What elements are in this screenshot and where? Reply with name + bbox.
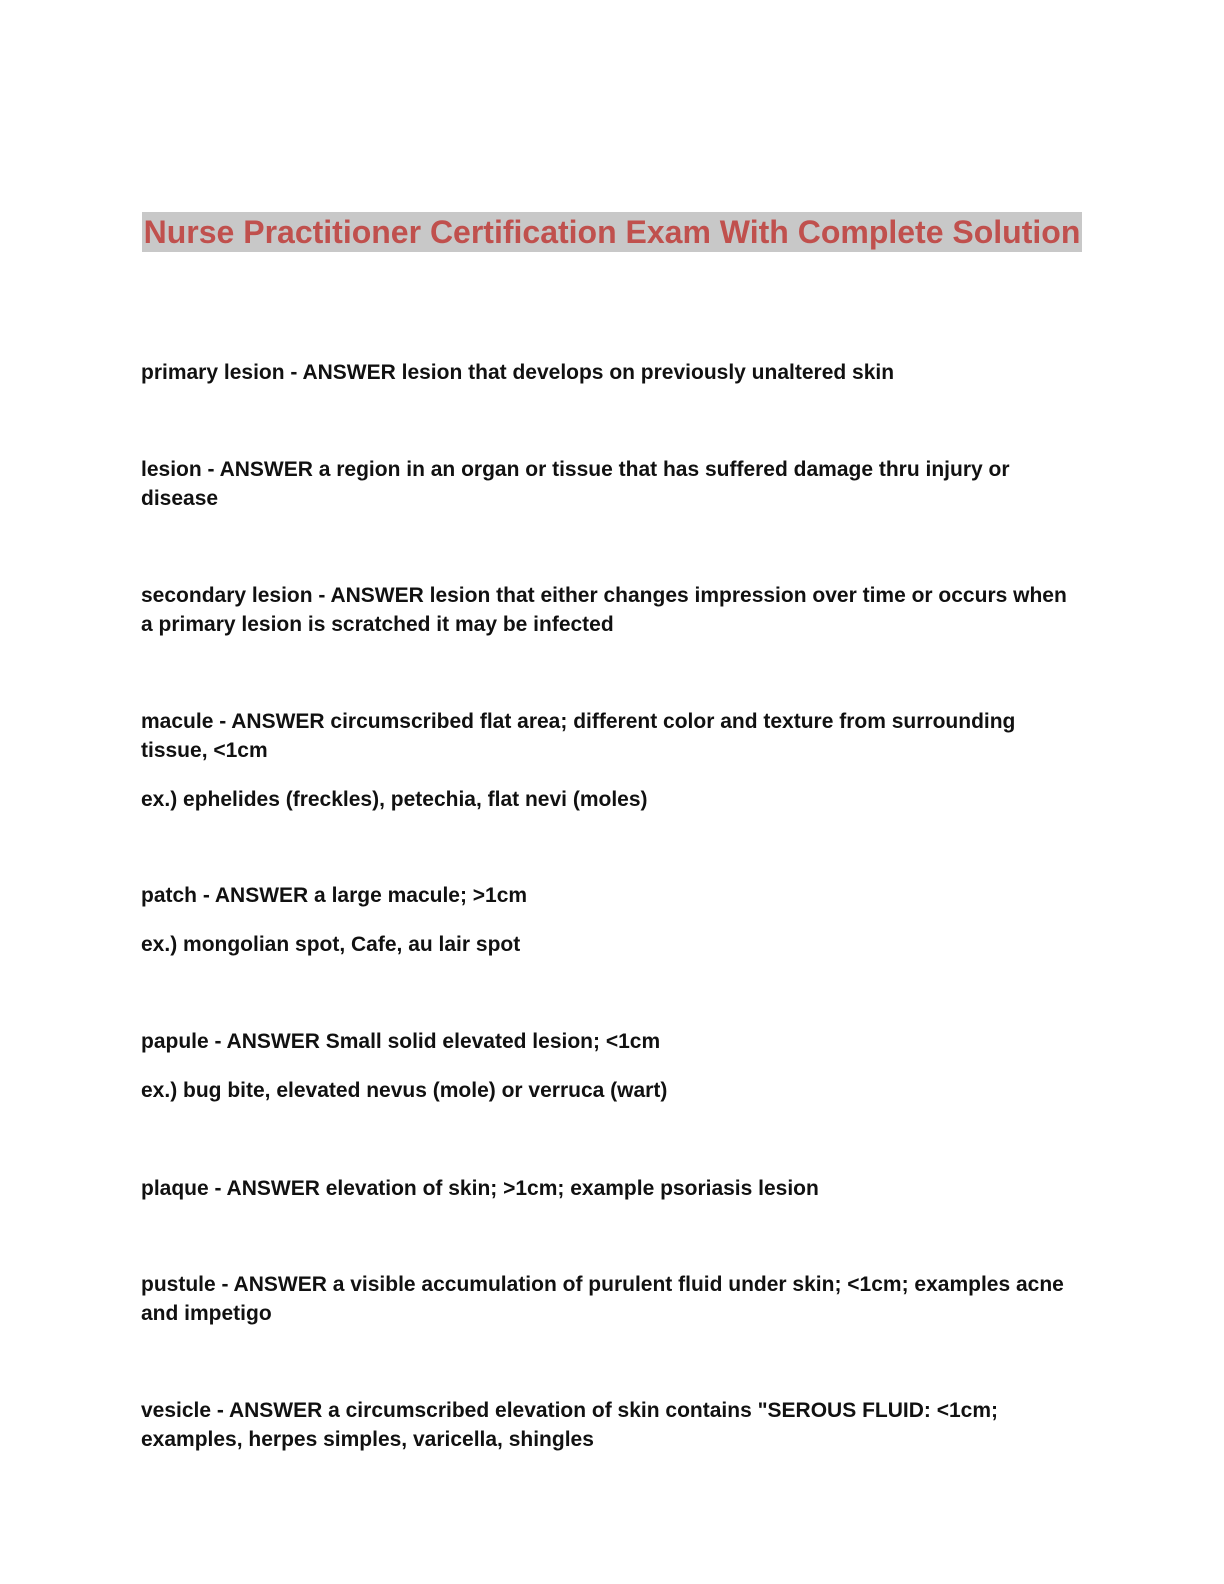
qa-example-macule: ex.) ephelides (freckles), petechia, flat nevi (moles): [141, 788, 648, 811]
qa-entry-macule: macule - ANSWER circumscribed flat area; different color and texture from surrounding tissue, <1cm: [141, 710, 1016, 762]
qa-entry-patch: patch - ANSWER a large macule; >1cm: [141, 884, 528, 907]
document-title: [140, 207, 1084, 258]
document-title-text: Nurse Practitioner Certification Exam With Complete Solution: [143, 214, 1081, 251]
qa-entry-plaque: plaque - ANSWER elevation of skin; >1cm; example psoriasis lesion: [141, 1177, 819, 1200]
qa-entry-secondary-lesion: secondary lesion - ANSWER lesion that either changes impression over time or occurs when a primary lesion is scratched it may be infected: [141, 584, 1067, 636]
qa-entry-vesicle: vesicle - ANSWER a circumscribed elevation of skin contains "SEROUS FLUID: <1cm; examples, herpes simples, varicella, shingles: [141, 1399, 999, 1451]
qa-entry-lesion: lesion - ANSWER a region in an organ or tissue that has suffered damage thru injury or disease: [141, 458, 1010, 510]
qa-entry-primary-lesion: primary lesion - ANSWER lesion that develops on previously unaltered skin: [141, 361, 895, 384]
qa-example-patch: ex.) mongolian spot, Cafe, au lair spot: [141, 933, 521, 956]
qa-entry-pustule: pustule - ANSWER a visible accumulation of purulent fluid under skin; <1cm; examples acne and impetigo: [141, 1273, 1064, 1325]
qa-example-papule: ex.) bug bite, elevated nevus (mole) or verruca (wart): [141, 1079, 668, 1102]
qa-entry-papule: papule - ANSWER Small solid elevated lesion; <1cm: [141, 1030, 661, 1053]
